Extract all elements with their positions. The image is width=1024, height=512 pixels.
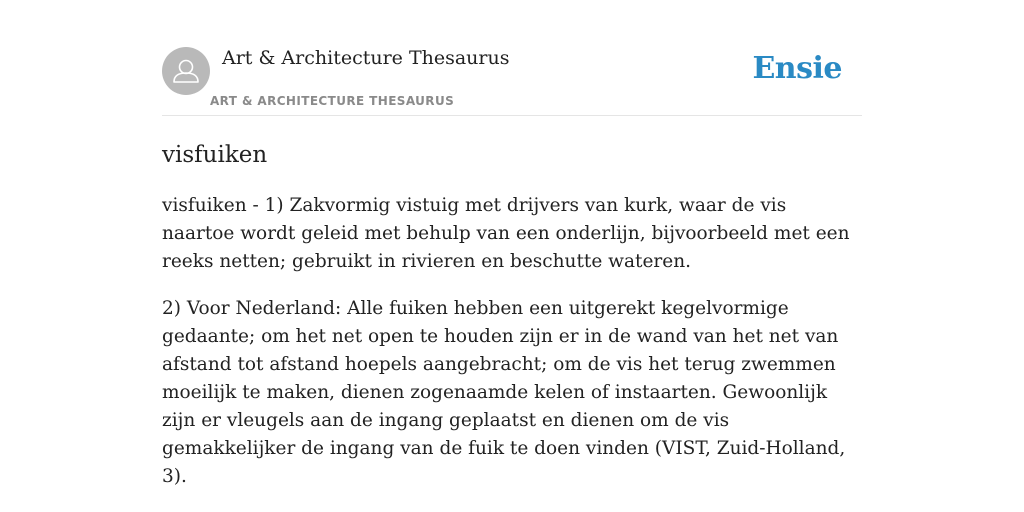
user-avatar-icon[interactable] [162, 47, 210, 95]
definition-paragraph-2: 2) Voor Nederland: Alle fuiken hebben een uitgerekt kegelvormige gedaante; om het net open te houden zijn er in de wand van het net van afstand tot afstand hoepels aangebracht; om de vis het terug zwemmen moeilijk te maken, dienen zogenaamde kelen of instaarten. Gewoonlijk zijn er vleugels aan de ingang geplaatst en dienen om de vis gemakkelijker de ingang van de fuik te doen vinden (VIST, Zuid-Holland, 3). [162, 298, 846, 487]
entry-definition [162, 192, 862, 510]
source-subtitle[interactable]: ART & ARCHITECTURE THESAURUS [210, 94, 455, 108]
entry-title: visfuiken [162, 142, 268, 168]
ensie-logo[interactable]: Ensie [752, 51, 842, 86]
page-content [162, 0, 862, 512]
source-title-link[interactable]: Art & Architecture Thesaurus [222, 47, 510, 69]
source-header [162, 0, 862, 116]
user-silhouette-icon [162, 47, 210, 95]
definition-paragraph-1: visfuiken - 1) Zakvormig vistuig met drijvers van kurk, waar de vis naartoe wordt geleid met behulp van een onderlijn, bijvoorbeeld met een reeks netten; gebruikt in rivieren en beschutte wateren. [162, 195, 850, 272]
